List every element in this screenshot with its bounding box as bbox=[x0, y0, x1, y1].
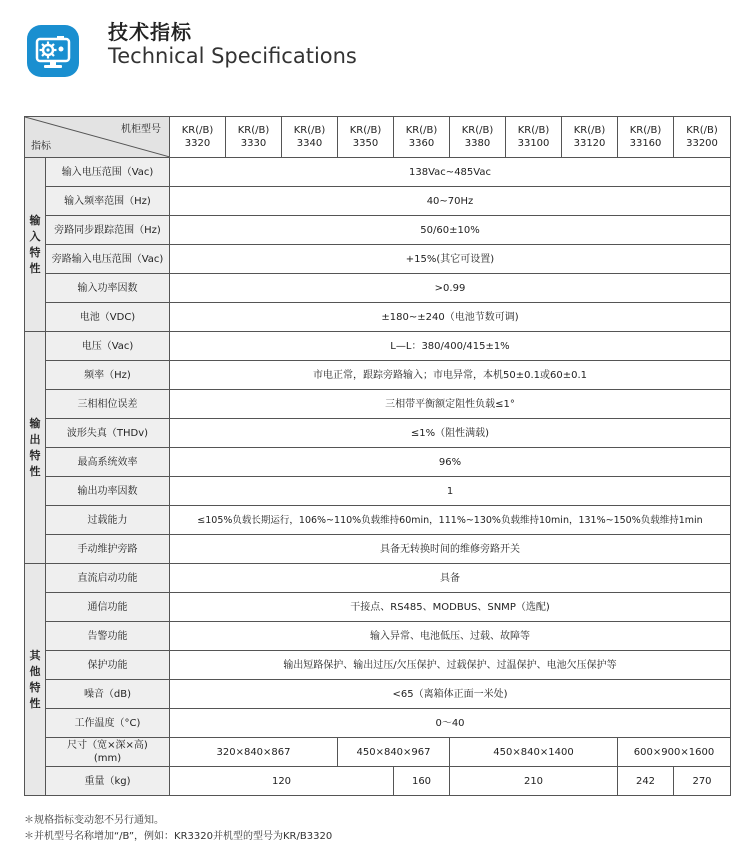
model-header: KR(/B) 3350 bbox=[338, 117, 394, 158]
page-title-en: Technical Specifications bbox=[108, 44, 357, 68]
spec-value: 输出短路保护、输出过压/欠压保护、过载保护、过温保护、电池欠压保护等 bbox=[170, 651, 731, 680]
table-row bbox=[25, 216, 731, 245]
weight-value: 242 bbox=[618, 767, 674, 796]
spec-label-weight: 重量（kg) bbox=[46, 767, 170, 796]
footnote: ＊并机型号名称增加“/B”，例如：KR3320并机型的型号为KR/B3320 bbox=[24, 831, 333, 842]
spec-label: 电压（Vac) bbox=[46, 332, 170, 361]
spec-value: ≤105%负载长期运行，106%~110%负载维持60min，111%~130%负载维持10min，131%~150%负载维持1min bbox=[170, 506, 731, 535]
table-row bbox=[25, 390, 731, 419]
model-header: KR(/B) 33120 bbox=[562, 117, 618, 158]
group-label-output: 输出特性 bbox=[25, 332, 46, 564]
model-header: KR(/B) 3330 bbox=[226, 117, 282, 158]
spec-value: 50/60±10% bbox=[170, 216, 731, 245]
table-row bbox=[25, 564, 731, 593]
page-header bbox=[24, 14, 744, 84]
spec-value: 1 bbox=[170, 477, 731, 506]
size-value: 600×900×1600 bbox=[618, 738, 731, 767]
weight-value: 270 bbox=[674, 767, 731, 796]
table-row bbox=[25, 158, 731, 187]
model-header: KR(/B) 3320 bbox=[170, 117, 226, 158]
size-value: 320×840×867 bbox=[170, 738, 338, 767]
model-header: KR(/B) 33200 bbox=[674, 117, 731, 158]
spec-label: 通信功能 bbox=[46, 593, 170, 622]
table-row bbox=[25, 680, 731, 709]
footnotes bbox=[24, 813, 332, 845]
spec-label: 输出功率因数 bbox=[46, 477, 170, 506]
weight-value: 160 bbox=[394, 767, 450, 796]
table-row bbox=[25, 535, 731, 564]
table-row bbox=[25, 709, 731, 738]
table-row bbox=[25, 274, 731, 303]
corner-label-model: 机柜型号 bbox=[121, 124, 161, 135]
spec-value: 具备 bbox=[170, 564, 731, 593]
spec-value: 96% bbox=[170, 448, 731, 477]
weight-value: 210 bbox=[450, 767, 618, 796]
spec-label: 输入功率因数 bbox=[46, 274, 170, 303]
table-row bbox=[25, 593, 731, 622]
model-header: KR(/B) 3360 bbox=[394, 117, 450, 158]
spec-label: 保护功能 bbox=[46, 651, 170, 680]
table-row-weight bbox=[25, 767, 731, 796]
corner-label-spec: 指标 bbox=[31, 141, 51, 152]
spec-label: 最高系统效率 bbox=[46, 448, 170, 477]
table-row bbox=[25, 303, 731, 332]
spec-value: <65（离箱体正面一米处) bbox=[170, 680, 731, 709]
table-row-size bbox=[25, 738, 731, 767]
spec-label: 频率（Hz) bbox=[46, 361, 170, 390]
spec-value: L—L：380/400/415±1% bbox=[170, 332, 731, 361]
spec-label: 旁路输入电压范围（Vac) bbox=[46, 245, 170, 274]
spec-label: 旁路同步跟踪范围（Hz) bbox=[46, 216, 170, 245]
spec-label: 手动维护旁路 bbox=[46, 535, 170, 564]
model-header: KR(/B) 33160 bbox=[618, 117, 674, 158]
spec-label: 直流启动功能 bbox=[46, 564, 170, 593]
spec-value: 具备无转换时间的维修旁路开关 bbox=[170, 535, 731, 564]
size-value: 450×840×1400 bbox=[450, 738, 618, 767]
model-header: KR(/B) 33100 bbox=[506, 117, 562, 158]
page-title-cn: 技术指标 bbox=[108, 20, 192, 44]
spec-value: ≤1%（阻性满载) bbox=[170, 419, 731, 448]
spec-value: 三相带平衡额定阻性负载≤1° bbox=[170, 390, 731, 419]
spec-value: 市电正常，跟踪旁路输入；市电异常，本机50±0.1或60±0.1 bbox=[170, 361, 731, 390]
spec-label: 过载能力 bbox=[46, 506, 170, 535]
table-header-row bbox=[25, 117, 731, 158]
gear-device-icon bbox=[24, 22, 82, 80]
spec-label: 电池（VDC) bbox=[46, 303, 170, 332]
table-row bbox=[25, 245, 731, 274]
table-corner-cell bbox=[25, 117, 170, 158]
spec-value: 干接点、RS485、MODBUS、SNMP（选配) bbox=[170, 593, 731, 622]
spec-label: 噪音（dB) bbox=[46, 680, 170, 709]
spec-value: +15%(其它可设置) bbox=[170, 245, 731, 274]
spec-label: 波形失真（THDv) bbox=[46, 419, 170, 448]
table-row bbox=[25, 419, 731, 448]
spec-label: 三相相位误差 bbox=[46, 390, 170, 419]
table-row bbox=[25, 651, 731, 680]
spec-label: 告警功能 bbox=[46, 622, 170, 651]
table-row bbox=[25, 448, 731, 477]
table-row bbox=[25, 506, 731, 535]
spec-value: 0～40 bbox=[170, 709, 731, 738]
spec-value: ±180~±240（电池节数可调) bbox=[170, 303, 731, 332]
model-header: KR(/B) 3340 bbox=[282, 117, 338, 158]
table-row bbox=[25, 332, 731, 361]
table-row bbox=[25, 622, 731, 651]
spec-value: 138Vac~485Vac bbox=[170, 158, 731, 187]
footnote: ＊规格指标变动恕不另行通知。 bbox=[24, 815, 164, 826]
size-value: 450×840×967 bbox=[338, 738, 450, 767]
model-header: KR(/B) 3380 bbox=[450, 117, 506, 158]
spec-table bbox=[24, 116, 731, 796]
table-row bbox=[25, 187, 731, 216]
spec-value: >0.99 bbox=[170, 274, 731, 303]
spec-label: 输入电压范围（Vac) bbox=[46, 158, 170, 187]
spec-label-size: 尺寸（宽×深×高) (mm) bbox=[46, 738, 170, 767]
group-label-input: 输入特性 bbox=[25, 158, 46, 332]
spec-value: 输入异常、电池低压、过载、故障等 bbox=[170, 622, 731, 651]
group-label-other: 其他特性 bbox=[25, 564, 46, 796]
spec-label: 工作温度（°C) bbox=[46, 709, 170, 738]
table-row bbox=[25, 477, 731, 506]
table-row bbox=[25, 361, 731, 390]
spec-value: 40~70Hz bbox=[170, 187, 731, 216]
weight-value: 120 bbox=[170, 767, 394, 796]
spec-label: 输入频率范围（Hz) bbox=[46, 187, 170, 216]
